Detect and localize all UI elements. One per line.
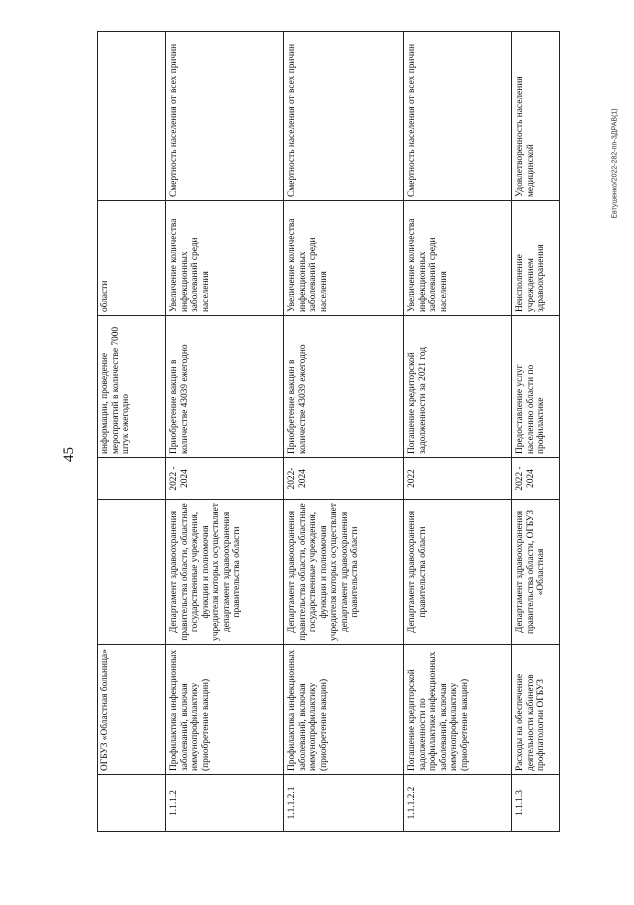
row-name: Расходы на обеспечение деятельности кабинетов профпатологии ОГБУЗ (512, 645, 560, 775)
row-code: 1.1.1.3 (512, 775, 560, 832)
cont-cell-consequence: области (98, 201, 166, 316)
cont-cell-code (98, 775, 166, 832)
page-number: 45 (61, 447, 77, 462)
row-code: 1.1.1.2.1 (284, 775, 404, 832)
document-watermark: Евтушенко/2022-282-пп-ЗДРАВ(1) (611, 108, 619, 219)
row-result: Приобретение вакцин в количестве 43039 ежегодно (284, 316, 404, 458)
row-period: 2022-2024 (284, 458, 404, 500)
cont-cell-result: информации, проведение мероприятий в количестве 7000 штук ежегодно (98, 316, 166, 458)
row-result: Приобретение вакцин в количестве 43039 ежегодно (166, 316, 284, 458)
row-name: Профилактика инфекционных заболеваний, включая иммунопрофилактику (приобретение вакцин) (166, 645, 284, 775)
table-row-continuation (98, 32, 166, 832)
row-period: 2022 - 2024 (512, 458, 560, 500)
row-consequence: Увеличение количества инфекционных заболеваний среди населения (404, 201, 512, 316)
row-code: 1.1.1.2.2 (404, 775, 512, 832)
row-indicator: Смертность населения от всех причин (166, 32, 284, 201)
table-row (404, 32, 512, 832)
row-consequence: Увеличение количества инфекционных заболеваний среди населения (166, 201, 284, 316)
row-indicator: Удовлетворенность населения медицинской (512, 32, 560, 201)
row-consequence: Увеличение количества инфекционных заболеваний среди населения (284, 201, 404, 316)
row-executor: Департамент здравоохранения правительства области, ОГБУЗ «Областная (512, 500, 560, 645)
row-executor: Департамент здравоохранения правительства области (404, 500, 512, 645)
row-executor: Департамент здравоохранения правительства области, областные государственные учреждения, функции и полномочия учредителя которых осуществляет департамент здравоохранения правительства области (166, 500, 284, 645)
row-period: 2022 (404, 458, 512, 500)
cont-cell-executor (98, 500, 166, 645)
table-row (284, 32, 404, 832)
row-result: Предоставление услуг населению области по профилактике (512, 316, 560, 458)
row-code: 1.1.1.2 (166, 775, 284, 832)
cont-cell-indicator (98, 32, 166, 201)
cont-cell-name: ОГБУЗ «Областная больница» (98, 645, 166, 775)
table-row (166, 32, 284, 832)
measures-table (97, 31, 560, 832)
row-name: Погашение кредиторской задолженности по профилактике инфекционных заболеваний, включая иммунопрофилактику (приобретение вакцин) (404, 645, 512, 775)
row-indicator: Смертность населения от всех причин (404, 32, 512, 201)
measures-table-wrapper (97, 32, 559, 832)
row-indicator: Смертность населения от всех причин (284, 32, 404, 201)
row-period: 2022 - 2024 (166, 458, 284, 500)
row-name: Профилактика инфекционных заболеваний, включая иммунопрофилактику (приобретение вакцин) (284, 645, 404, 775)
row-executor: Департамент здравоохранения правительства области, областные государственные учреждения, функции и полномочия учредителя которых осуществляет департамент здравоохранения правительства области (284, 500, 404, 645)
table-row (512, 32, 560, 832)
row-consequence: Неисполнение учреждением здравоохранения (512, 201, 560, 316)
row-result: Погашение кредиторской задолженности за 2021 год (404, 316, 512, 458)
cont-cell-period (98, 458, 166, 500)
